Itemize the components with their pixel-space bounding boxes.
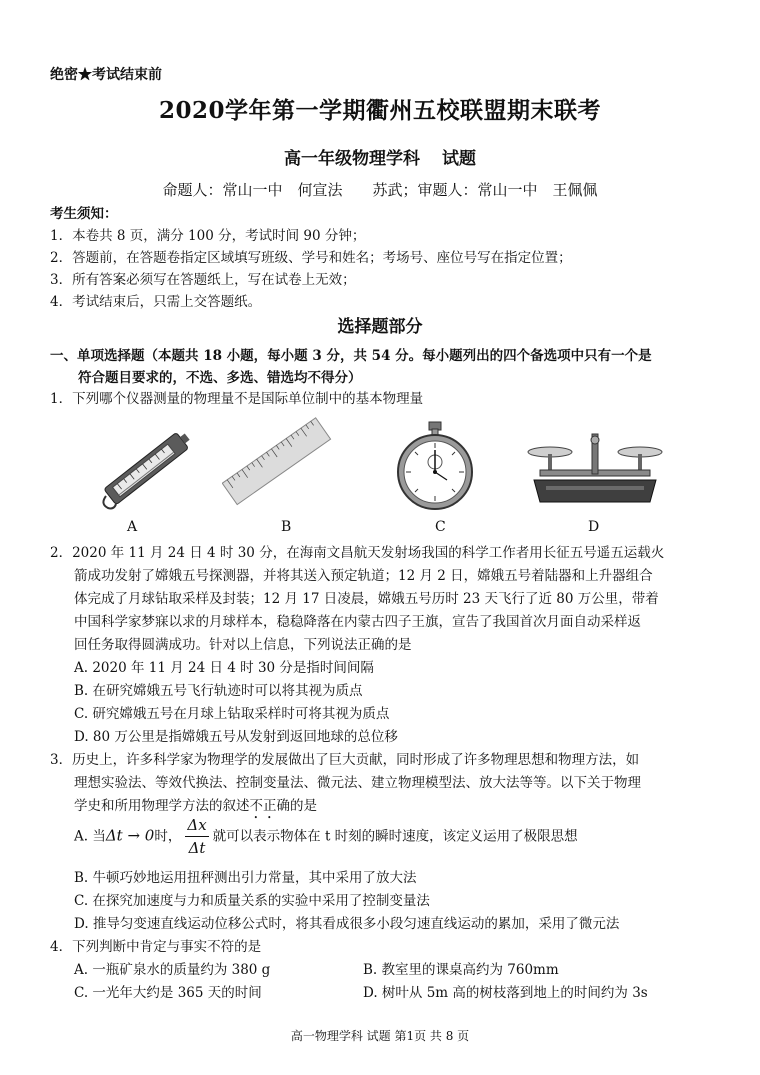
q1-label-c: C [435,519,446,535]
spring-scale-image [92,422,202,514]
q3-option-a-prefix: A. 当 [74,828,106,845]
confidential-label: 绝密★考试结束前 [50,67,162,83]
q2-stem-line: 体完成了月球钻取采样及封装；12 月 17 日凌晨，嫦娥五号历时 23 天飞行了近 80 万公里，带着 [74,591,659,607]
note-item: 4．考试结束后，只需上交答题纸。 [50,294,262,310]
q3-option-a [74,818,578,856]
q3-option-c: C. 在探究加速度与力和质量关系的实验中采用了控制变量法 [74,893,430,909]
note-item: 3．所有答案必须写在答题纸上，写在试卷上无效； [50,272,356,288]
q4-option-b: B. 教室里的课桌高约为 760mm [363,962,559,978]
section-title: 选择题部分 [337,317,423,337]
q1-stem: 1．下列哪个仪器测量的物理量不是国际单位制中的基本物理量 [50,391,424,407]
exam-title: 2020学年第一学期衢州五校联盟期末联考 [158,97,601,124]
q2-option-b: B. 在研究嫦娥五号飞行轨迹时可以将其视为质点 [74,683,363,699]
q3-option-a-suffix: 就可以表示物体在 t 时刻的瞬时速度，该定义运用了极限思想 [212,828,578,845]
q3-stem-line: 理想实验法、等效代换法、控制变量法、微元法、建立物理模型法、放大法等等。以下关于物理 [74,775,641,791]
q2-option-d: D. 80 万公里是指嫦娥五号从发射到返回地球的总位移 [74,729,398,745]
q1-label-b: B [281,519,292,535]
q4-option-c: C. 一光年大约是 365 天的时间 [74,985,262,1001]
q4-stem: 4．下列判断中肯定与事实不符的是 [50,939,262,955]
q3-option-b: B. 牛顿巧妙地运用扭秤测出引力常量，其中采用了放大法 [74,870,417,886]
delta-t-condition: Δt → 0 [105,826,155,845]
velocity-fraction [185,818,208,856]
subtitle-subject: 高一年级物理学科 [284,149,420,169]
page-footer: 高一物理学科 试题 第1页 共 8 页 [290,1029,470,1043]
question-type-line-1: 一、单项选择题（本题共 18 小题，每小题 3 分，共 54 分。每小题列出的四个备选项中只有一个是 [50,348,652,364]
q4-option-d: D. 树叶从 5m 高的树枝落到地上的时间约为 3s [363,985,648,1001]
q3-stem-text: 学史和所用物理学方法的叙述 [74,798,250,814]
q2-stem-line: 中国科学家梦寐以求的月球样本，稳稳降落在内蒙古四子王旗，宣告了我国首次月面自动采样返 [74,614,641,630]
q3-option-a-mid: 时， [154,828,182,845]
subtitle-kind: 试题 [442,149,476,169]
q1-label-a: A [127,519,138,535]
note-item: 1．本卷共 8 页，满分 100 分，考试时间 90 分钟； [50,228,366,244]
q3-option-d: D. 推导匀变速直线运动位移公式时，将其看成很多小段匀速直线运动的累加，采用了微元法 [74,916,620,932]
note-item: 2．答题前，在答题卷指定区域填写班级、学号和姓名；考场号、座位号写在指定位置； [50,250,572,266]
q2-option-c: C. 研究嫦娥五号在月球上钻取采样时可将其视为质点 [74,706,390,722]
q2-stem-line: 2．2020 年 11 月 24 日 4 时 30 分，在海南文昌航天发射场我国的科学工作者用长征五号遥五运载火 [50,545,665,561]
q2-stem-line: 箭成功发射了嫦娥五号探测器，并将其送入预定轨道；12 月 2 日，嫦娥五号着陆器和上升器组合 [74,568,653,584]
q2-stem-line: 回任务取得圆满成功。针对以上信息，下列说法正确的是 [74,637,412,653]
q3-stem-line: 3．历史上，许多科学家为物理学的发展做出了巨大贡献，同时形成了许多物理思想和物理方法，如 [50,752,640,768]
balance-image [526,430,664,506]
fraction-denominator: Δt [188,839,206,857]
notes-heading: 考生须知： [50,206,118,222]
q2-option-a: A. 2020 年 11 月 24 日 4 时 30 分是指时间间隔 [74,660,374,676]
stopwatch-image [395,420,475,512]
exam-subtitle [0,144,760,169]
authors-line: 命题人：常山一中 何宣法 苏武；审题人：常山一中 王佩佩 [162,181,598,199]
ruler-image [222,412,332,512]
fraction-numerator: Δx [185,818,208,837]
q3-stem-tail: 确的是 [276,798,317,814]
q4-option-a: A. 一瓶矿泉水的质量约为 380 g [74,962,271,978]
question-type-line-2: 符合题目要求的，不选、多选、错选均不得分） [78,370,362,386]
q3-emphasis: 不正 [249,798,277,814]
q1-label-d: D [588,519,600,535]
